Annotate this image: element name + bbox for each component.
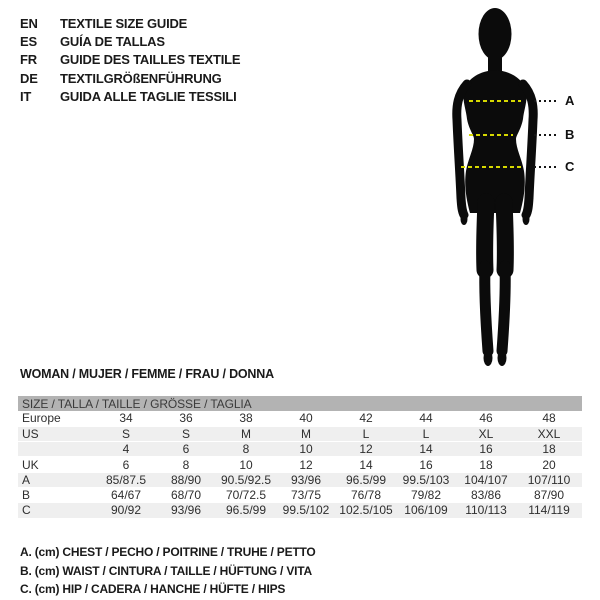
- size-cell: 90.5/92.5: [220, 472, 272, 487]
- hip-leader-line: [534, 166, 559, 168]
- size-cell: 16: [419, 457, 433, 472]
- legend-line: B. (cm) WAIST / CINTURA / TAILLE / HÜFTUNG / VITA: [20, 563, 312, 578]
- waist-label: B: [565, 127, 575, 142]
- size-cell: 99.5/103: [402, 472, 450, 487]
- size-cell: 70/72.5: [225, 488, 267, 503]
- size-cell: 114/119: [528, 503, 570, 518]
- size-cell: 104/107: [464, 472, 508, 487]
- size-cell: 76/78: [350, 488, 382, 503]
- hip-dash-line: [461, 166, 521, 168]
- language-code: ES: [20, 33, 37, 49]
- row-label: Europe: [22, 411, 61, 426]
- size-table-body: [18, 411, 582, 518]
- language-label: GUIDE DES TAILLES TEXTILE: [60, 52, 241, 68]
- language-row: [20, 32, 240, 50]
- language-code: EN: [20, 15, 38, 31]
- size-cell: 16: [479, 442, 493, 457]
- row-label: B: [22, 488, 31, 503]
- woman-silhouette-figure: [452, 8, 538, 368]
- size-table-row: [18, 487, 582, 502]
- language-row: [20, 87, 240, 105]
- size-cell: 73/75: [290, 488, 322, 503]
- language-list: [20, 14, 240, 105]
- legend: [20, 543, 316, 599]
- size-cell: 96.5/99: [345, 472, 387, 487]
- size-cell: 8: [242, 442, 250, 457]
- size-table-row: [18, 457, 582, 472]
- size-cell: M: [301, 426, 311, 441]
- size-cell: 68/70: [170, 488, 202, 503]
- size-cell: 79/82: [410, 488, 442, 503]
- size-cell: 110/113: [465, 503, 507, 518]
- language-row: [20, 69, 240, 87]
- size-cell: 107/110: [527, 472, 571, 487]
- size-cell: 14: [419, 442, 433, 457]
- size-table-row: [18, 411, 582, 426]
- size-cell: 106/109: [404, 503, 448, 518]
- size-cell: 18: [479, 457, 493, 472]
- size-cell: 6: [122, 457, 130, 472]
- size-cell: 83/86: [470, 488, 502, 503]
- size-cell: S: [121, 426, 130, 441]
- size-cell: 38: [239, 411, 253, 426]
- woman-silhouette-icon: [461, 8, 530, 366]
- size-cell: M: [241, 426, 251, 441]
- row-label: A: [22, 472, 31, 487]
- language-label: TEXTILGRÖßENFÜHRUNG: [60, 70, 222, 86]
- size-cell: 44: [419, 411, 433, 426]
- language-label: TEXTILE SIZE GUIDE: [60, 15, 188, 31]
- size-cell: 93/96: [170, 503, 202, 518]
- size-cell: 8: [182, 457, 190, 472]
- size-table-container: [18, 396, 582, 519]
- size-cell: 4: [122, 442, 130, 457]
- size-cell: 14: [359, 457, 373, 472]
- size-table-header: SIZE / TALLA / TAILLE / GRÖSSE / TAGLIA: [18, 396, 582, 411]
- size-table-row: [18, 426, 582, 441]
- size-cell: 20: [542, 457, 556, 472]
- legend-line: C. (cm) HIP / CADERA / HANCHE / HÜFTE / HIPS: [20, 582, 286, 597]
- size-cell: 34: [119, 411, 133, 426]
- size-table-header-row: [18, 396, 582, 411]
- size-cell: S: [181, 426, 190, 441]
- size-cell: 18: [542, 442, 556, 457]
- language-code: IT: [20, 88, 32, 104]
- size-cell: 12: [299, 457, 313, 472]
- language-code: DE: [20, 70, 38, 86]
- size-cell: 42: [359, 411, 373, 426]
- size-cell: L: [362, 426, 370, 441]
- size-cell: XXL: [537, 426, 561, 441]
- size-cell: 64/67: [110, 488, 142, 503]
- hip-label: C: [565, 159, 575, 174]
- language-row: [20, 51, 240, 69]
- language-row: [20, 14, 240, 32]
- size-table: [18, 396, 582, 519]
- size-cell: 99.5/102: [282, 503, 330, 518]
- language-label: GUIDA ALLE TAGLIE TESSILI: [60, 88, 237, 104]
- legend-line: A. (cm) CHEST / PECHO / POITRINE / TRUHE / PETTO: [20, 545, 316, 560]
- row-label: [18, 442, 96, 457]
- size-cell: 36: [179, 411, 193, 426]
- row-label: US: [22, 426, 39, 441]
- size-table-row: [18, 472, 582, 487]
- size-cell: 90/92: [110, 503, 142, 518]
- chest-leader-line: [534, 100, 559, 102]
- language-code: FR: [20, 52, 37, 68]
- size-cell: 46: [479, 411, 493, 426]
- category-title: WOMAN / MUJER / FEMME / FRAU / DONNA: [20, 367, 274, 381]
- size-cell: 102.5/105: [339, 503, 393, 518]
- waist-dash-line: [469, 134, 513, 136]
- size-cell: L: [422, 426, 430, 441]
- size-cell: 96.5/99: [225, 503, 267, 518]
- size-table-row: [18, 442, 582, 457]
- size-table-row: [18, 503, 582, 518]
- language-label: GUÍA DE TALLAS: [60, 33, 165, 49]
- size-cell: 48: [542, 411, 556, 426]
- size-cell: 88/90: [170, 472, 202, 487]
- size-cell: 6: [182, 442, 190, 457]
- size-cell: 40: [299, 411, 313, 426]
- size-cell: 10: [299, 442, 313, 457]
- size-cell: 93/96: [290, 472, 322, 487]
- size-cell: 85/87.5: [105, 472, 147, 487]
- row-label: UK: [22, 457, 39, 472]
- size-cell: 87/90: [533, 488, 565, 503]
- row-label: C: [22, 503, 31, 518]
- chest-dash-line: [469, 100, 521, 102]
- size-cell: XL: [478, 426, 494, 441]
- chest-label: A: [565, 93, 575, 108]
- size-cell: 12: [359, 442, 373, 457]
- waist-leader-line: [534, 134, 559, 136]
- size-cell: 10: [239, 457, 253, 472]
